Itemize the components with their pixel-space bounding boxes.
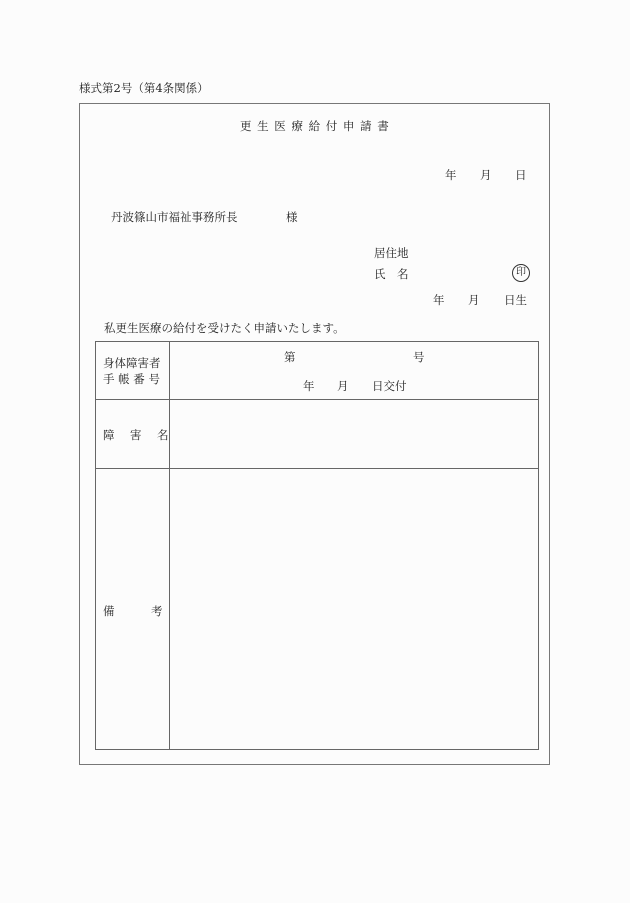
issued-year: 年 (303, 379, 315, 393)
address-label: 居住地 (374, 246, 409, 260)
date-year: 年 (445, 168, 457, 182)
table-row-divider (95, 468, 539, 469)
remarks-label-left: 備 (103, 604, 115, 618)
table-column-divider (169, 341, 170, 750)
birth-day: 日生 (504, 293, 527, 307)
table-row-divider (95, 399, 539, 400)
issued-day: 日交付 (372, 379, 407, 393)
application-table (95, 341, 539, 750)
birth-year: 年 (433, 293, 445, 307)
name-label: 氏 名 (374, 267, 409, 281)
application-statement: 私更生医療の給付を受けたく申請いたします。 (104, 321, 345, 335)
issued-month: 月 (337, 379, 349, 393)
birth-month: 月 (468, 293, 480, 307)
remarks-label-right: 考 (151, 604, 163, 618)
form-title: 更 生 医 療 給 付 申 請 書 (240, 119, 390, 133)
handbook-number-suffix: 号 (413, 350, 425, 364)
disability-name-label: 障 害 名 (103, 428, 171, 442)
handbook-label-line2: 手 帳 番 号 (103, 372, 160, 386)
seal-icon: 印 (512, 264, 530, 282)
form-number: 様式第2号（第4条関係） (79, 81, 209, 95)
date-month: 月 (480, 168, 492, 182)
addressee-honorific: 様 (286, 210, 298, 224)
handbook-number-prefix: 第 (284, 350, 296, 364)
date-day: 日 (515, 168, 527, 182)
addressee-name: 丹波篠山市福祉事務所長 (111, 210, 238, 224)
handbook-label-line1: 身体障害者 (103, 356, 161, 370)
